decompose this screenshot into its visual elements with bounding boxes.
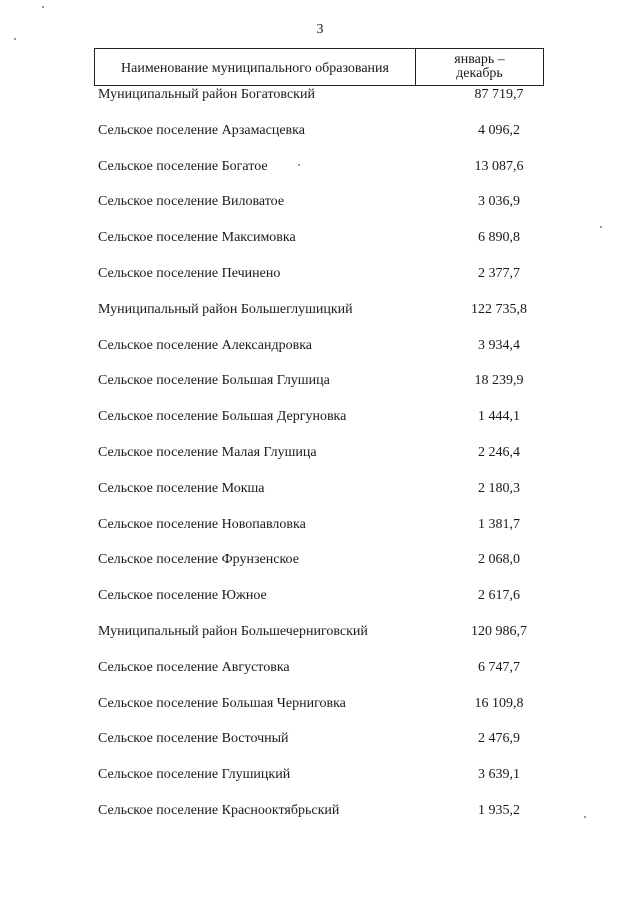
table-row — [98, 157, 548, 193]
table-row — [98, 371, 548, 407]
municipality-name: Сельское поселение Фрунзенское — [98, 552, 299, 568]
column-header-period — [416, 49, 543, 85]
table-row — [98, 192, 548, 228]
municipality-name: Сельское поселение Большая Глушица — [98, 373, 330, 389]
period-value: 120 986,7 — [471, 623, 527, 639]
period-value: 1 935,2 — [478, 802, 520, 818]
table-row — [98, 85, 548, 121]
municipality-name: Сельское поселение Новопавловка — [98, 516, 306, 532]
period-value: 2 617,6 — [478, 588, 520, 604]
table-row — [98, 121, 548, 157]
table-row — [98, 658, 548, 694]
period-value: 2 068,0 — [478, 552, 520, 568]
scan-speck — [42, 6, 44, 8]
period-value: 6 890,8 — [478, 230, 520, 246]
table-row — [98, 801, 548, 837]
period-line-2: декабрь — [456, 66, 503, 81]
municipality-name: Сельское поселение Большая Дергуновка — [98, 409, 347, 425]
municipality-name: Сельское поселение Богатое — [98, 158, 268, 174]
table-row — [98, 443, 548, 479]
municipality-name: Сельское поселение Восточный — [98, 731, 289, 747]
table-row — [98, 765, 548, 801]
period-value: 13 087,6 — [474, 158, 524, 174]
scan-speck — [600, 226, 602, 228]
municipality-name: Муниципальный район Богатовский — [98, 87, 315, 102]
period-value: 1 381,7 — [478, 516, 520, 532]
table-row — [98, 336, 548, 372]
municipality-name: Муниципальный район Большечерниговский — [98, 623, 368, 639]
table-body — [98, 85, 548, 837]
period-value: 4 096,2 — [478, 122, 520, 138]
scan-speck — [14, 38, 16, 40]
column-header-municipality: Наименование муниципального образования — [95, 49, 416, 85]
municipality-name: Сельское поселение Александровка — [98, 337, 313, 353]
period-value: 16 109,8 — [474, 695, 524, 711]
municipality-name: Сельское поселение Арзамасцевка — [98, 122, 305, 138]
page-number: 3 — [316, 22, 324, 37]
period-value: 2 377,7 — [478, 265, 520, 281]
table-row — [98, 264, 548, 300]
period-value: 2 246,4 — [478, 444, 520, 460]
table-row — [98, 228, 548, 264]
table-row — [98, 479, 548, 515]
period-value: 87 719,7 — [474, 87, 524, 102]
period-value: 122 735,8 — [471, 301, 527, 317]
scan-speck — [298, 164, 300, 166]
municipality-name: Сельское поселение Мокша — [98, 480, 265, 496]
municipality-name: Сельское поселение Малая Глушица — [98, 444, 317, 460]
municipality-name: Муниципальный район Большеглушицкий — [98, 301, 353, 317]
period-value: 18 239,9 — [474, 373, 524, 389]
period-value: 2 180,3 — [478, 480, 520, 496]
table-row — [98, 407, 548, 443]
scan-speck — [584, 816, 586, 818]
period-line-1: январь – — [454, 52, 505, 67]
period-value: 6 747,7 — [478, 659, 520, 675]
period-value: 3 934,4 — [478, 337, 520, 353]
municipality-name: Сельское поселение Августовка — [98, 659, 290, 675]
table-row — [98, 694, 548, 730]
table-row — [98, 550, 548, 586]
municipality-name: Сельское поселение Глушицкий — [98, 767, 291, 783]
municipality-name: Сельское поселение Южное — [98, 588, 267, 604]
period-value: 1 444,1 — [478, 409, 520, 425]
table-header — [94, 48, 544, 86]
table-row — [98, 729, 548, 765]
municipality-name: Сельское поселение Краснооктябрьский — [98, 802, 340, 818]
municipality-name: Сельское поселение Максимовка — [98, 230, 296, 246]
municipality-name: Сельское поселение Виловатое — [98, 194, 285, 210]
table-row — [98, 300, 548, 336]
municipality-name: Сельское поселение Печинено — [98, 265, 281, 281]
table-row — [98, 515, 548, 551]
municipality-name: Сельское поселение Большая Черниговка — [98, 695, 346, 711]
period-value: 3 036,9 — [478, 194, 520, 210]
period-value: 2 476,9 — [478, 731, 520, 747]
period-value: 3 639,1 — [478, 767, 520, 783]
table-row — [98, 622, 548, 658]
table-row — [98, 586, 548, 622]
